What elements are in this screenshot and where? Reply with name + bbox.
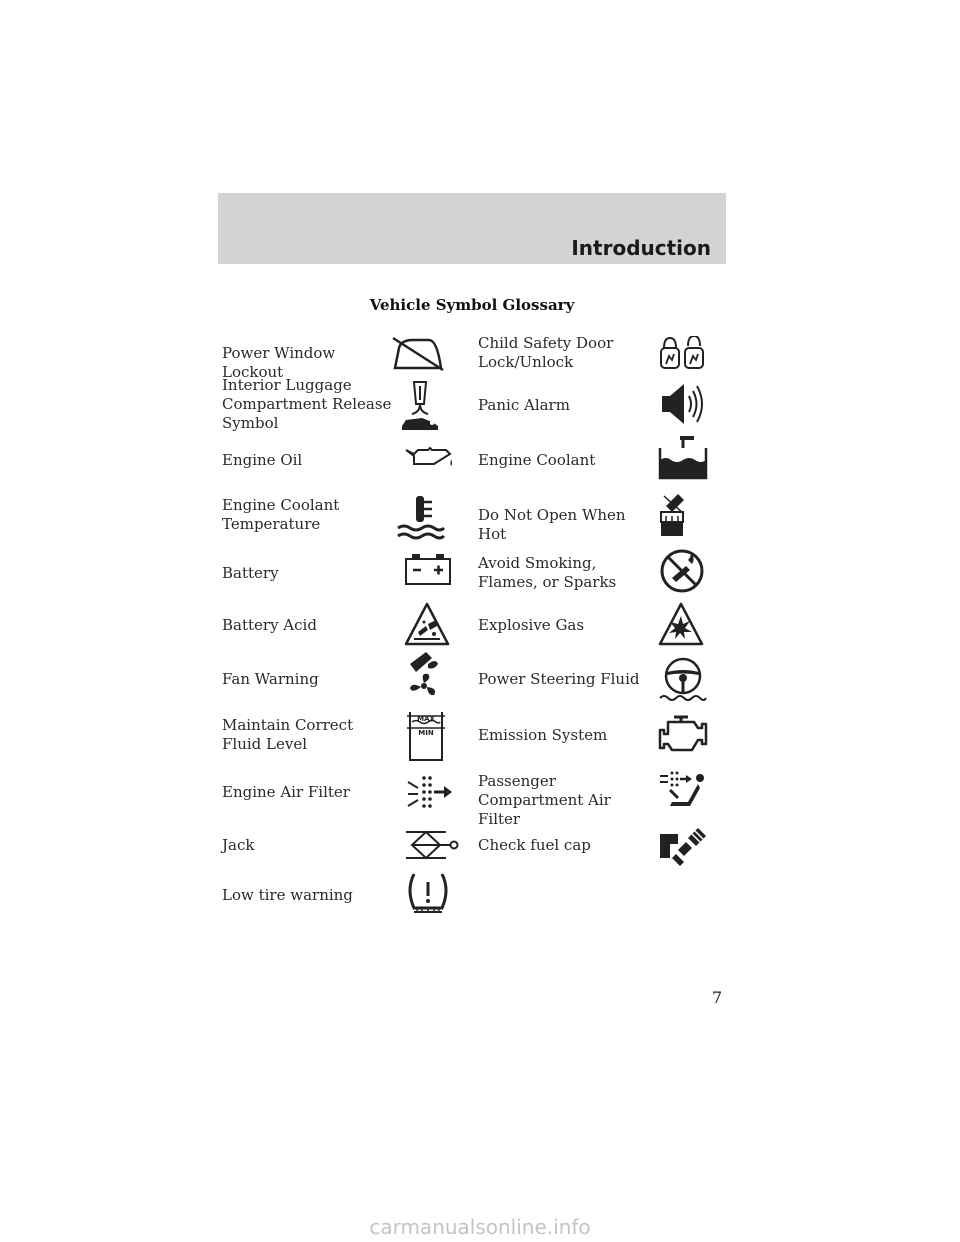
glossary-row xyxy=(222,654,722,702)
glossary-label: Battery xyxy=(222,564,279,582)
glossary-label: Jack xyxy=(222,836,255,854)
child-safety-lock-icon xyxy=(658,336,708,370)
oil-can-icon xyxy=(404,442,456,472)
glossary-row xyxy=(222,334,722,381)
engine-air-filter-icon xyxy=(404,770,454,810)
glossary-label: Maintain Correct Fluid Level xyxy=(222,716,354,753)
glossary-row xyxy=(222,552,722,596)
glossary-label: Power Steering Fluid xyxy=(478,670,640,688)
glossary-row xyxy=(222,440,722,480)
coolant-reservoir-icon xyxy=(658,436,708,480)
engine-emission-icon xyxy=(658,714,708,754)
coolant-temperature-icon xyxy=(396,494,446,540)
glossary-label: Engine Air Filter xyxy=(222,783,350,801)
glossary-title: Vehicle Symbol Glossary xyxy=(369,296,575,314)
fan-warning-icon xyxy=(402,650,448,700)
battery-icon xyxy=(404,552,452,586)
glossary-label: Engine Coolant Temperature xyxy=(222,496,340,533)
glossary-row xyxy=(222,376,722,436)
glossary-label: Battery Acid xyxy=(222,616,317,634)
glossary-label: Engine Coolant xyxy=(478,451,596,469)
glossary-label: Avoid Smoking, Flames, or Sparks xyxy=(478,554,617,591)
glossary-row xyxy=(222,710,722,760)
no-smoking-icon xyxy=(658,548,706,594)
low-tire-warning-icon xyxy=(404,870,452,918)
section-title: Introduction xyxy=(571,236,711,260)
glossary-label: Power Window Lockout xyxy=(222,344,336,381)
jack-icon xyxy=(404,828,460,862)
glossary-label: Engine Oil xyxy=(222,451,303,469)
glossary-row xyxy=(222,870,722,920)
do-not-open-hot-icon xyxy=(658,492,688,538)
glossary-row xyxy=(222,494,722,544)
glossary-label: Check fuel cap xyxy=(478,836,591,854)
explosive-gas-icon xyxy=(658,602,704,646)
glossary-row xyxy=(222,770,722,828)
min-mark: MIN xyxy=(418,729,434,737)
battery-acid-icon xyxy=(404,602,450,646)
section-header xyxy=(218,193,726,264)
power-window-lockout-icon xyxy=(389,336,447,372)
page-number: 7 xyxy=(712,988,723,1007)
panic-alarm-icon xyxy=(658,380,708,428)
glossary-label: Panic Alarm xyxy=(478,396,570,414)
glossary-label: Low tire warning xyxy=(222,886,353,904)
glossary-row xyxy=(222,602,722,648)
glossary-label: Passenger Compartment Air Filter xyxy=(478,772,611,828)
luggage-release-icon xyxy=(398,378,442,434)
glossary-row xyxy=(222,826,722,866)
glossary-label: Child Safety Door Lock/Unlock xyxy=(478,334,614,371)
glossary-label: Emission System xyxy=(478,726,608,744)
fluid-level-icon xyxy=(406,710,446,762)
cabin-air-filter-icon xyxy=(658,768,708,816)
glossary-label: Fan Warning xyxy=(222,670,319,688)
max-mark: MAX xyxy=(417,715,435,723)
fuel-cap-icon xyxy=(658,824,708,868)
glossary-label: Do Not Open When Hot xyxy=(478,506,626,543)
glossary-label: Interior Luggage Compartment Release Symbol xyxy=(222,376,392,432)
glossary-label: Explosive Gas xyxy=(478,616,585,634)
watermark: carmanualsonline.info xyxy=(369,1215,591,1239)
power-steering-icon xyxy=(658,656,708,702)
